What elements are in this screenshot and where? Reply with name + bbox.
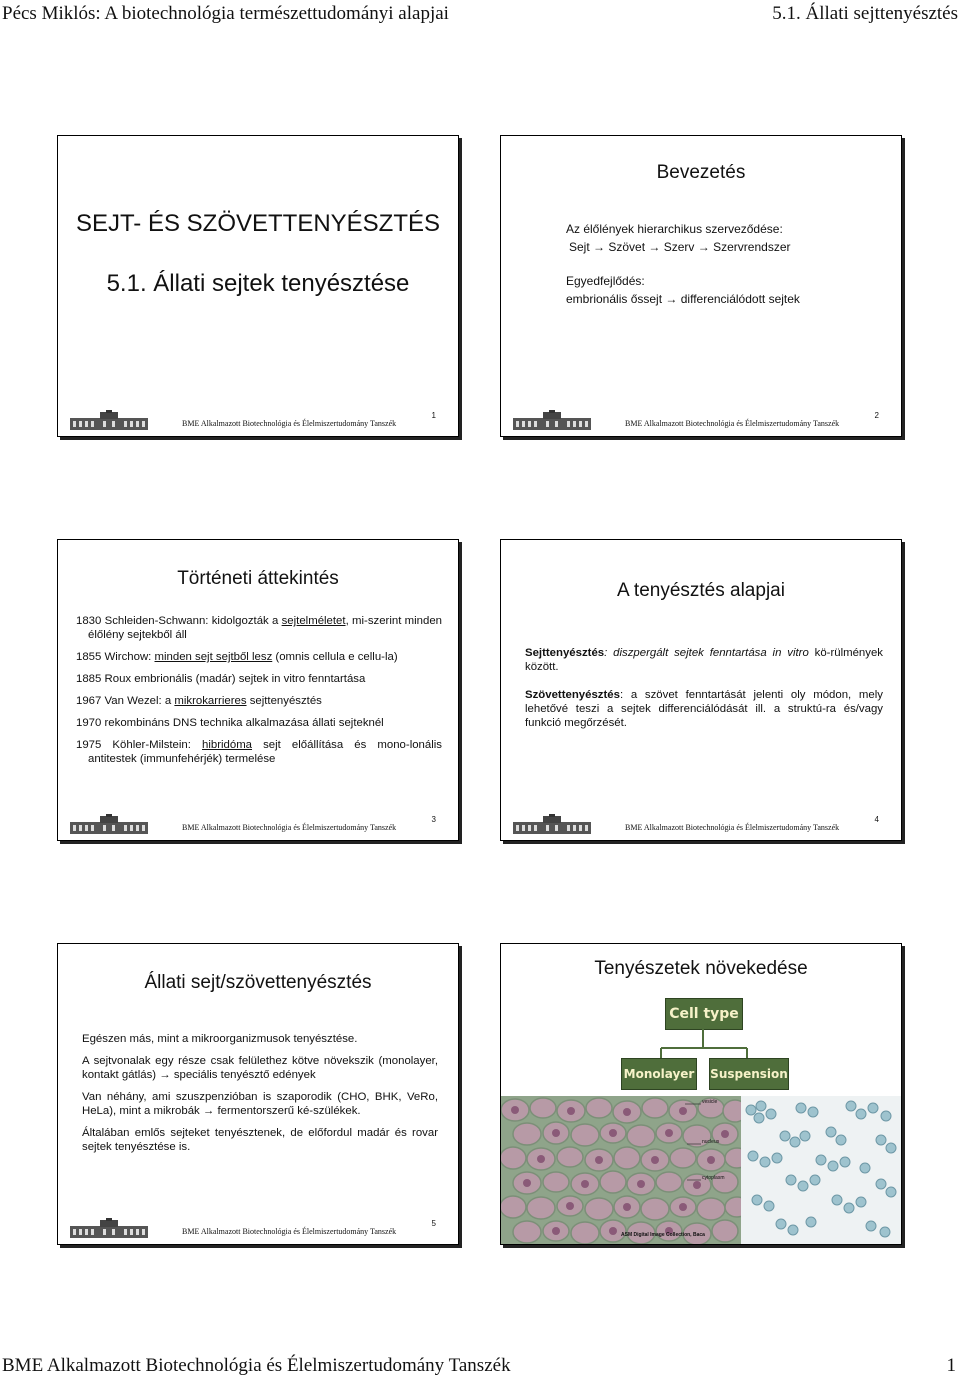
slide-number: 4 (874, 815, 879, 824)
suspension-micrograph (741, 1096, 901, 1244)
paragraph: Egészen más, mint a mikroorganizmusok tenyésztése. (82, 1033, 358, 1045)
slide-3 (57, 539, 459, 841)
chain-item: Szervrendszer (713, 240, 791, 254)
slide-2-title: Bevezetés (656, 162, 746, 183)
cell-type-box: Cell type (665, 998, 743, 1030)
chain-item: Szövet (608, 240, 646, 254)
slide-number: 5 (431, 1219, 436, 1228)
slide-2-body (566, 220, 886, 308)
label-nucleus: nucleus (702, 1139, 720, 1145)
page-number: 1 (946, 1355, 956, 1376)
right-arrow-icon: → (697, 240, 710, 254)
timeline-item: 1967 Van Wezel: a mikrokarrieres sejttenyésztés (76, 695, 322, 707)
chain-item: embrionális őssejt (566, 292, 663, 306)
right-arrow-icon: → (202, 1105, 215, 1117)
slide-6-title: Tenyészetek növekedése (594, 958, 808, 979)
university-building-logo (70, 1218, 148, 1238)
hierarchy-chain (566, 238, 886, 256)
paragraph: Van néhány, ami szuszpenzióban is szaporodik (CHO, BHK, VeRo, HeLa), mint a mikrobák → fermentorszerű ké-szülékek. (82, 1091, 438, 1117)
timeline-item: 1855 Wirchow: minden sejt sejtből lesz (omnis cellula e cellu-la) (76, 651, 398, 663)
monolayer-box: Monolayer (621, 1058, 697, 1090)
development-heading: Egyedfejlődés: (566, 274, 645, 288)
slide-footer (509, 408, 893, 432)
slide-footer-department: BME Alkalmazott Biotechnológia és Élelmiszertudomány Tanszék (625, 823, 840, 832)
slide-5 (57, 943, 459, 1245)
timeline-item: 1975 Köhler-Milstein: hibridóma sejt előállítása és mono-lonális antitestek (immunfehérjék) termelése (76, 739, 442, 765)
timeline-item: 1970 rekombináns DNS technika alkalmazása állati sejteknél (76, 717, 384, 729)
slide-1-title: SEJT- ÉS SZÖVETTENYÉSZTÉS (75, 210, 441, 237)
right-arrow-icon: → (648, 240, 661, 254)
slide-4-body (525, 646, 883, 738)
slide-3-title: Történeti áttekintés (177, 568, 339, 589)
university-building-logo (513, 814, 591, 834)
slide-3-body (76, 614, 442, 774)
label-vesicle: vesicle (702, 1099, 718, 1105)
slide-4 (500, 539, 902, 841)
slide-6 (500, 943, 902, 1245)
page-footer-department: BME Alkalmazott Biotechnológia és Élelmiszertudomány Tanszék (2, 1355, 511, 1376)
chain-item: Sejt (569, 240, 590, 254)
slide-1 (57, 135, 459, 437)
university-building-logo (70, 814, 148, 834)
timeline-item: 1830 Schleiden-Schwann: kidolgozták a sejtelméletet, mi-szerint minden élőlény sejtekből áll (76, 615, 442, 641)
slide-1-subtitle: 5.1. Állati sejtek tenyésztése (106, 270, 410, 297)
right-arrow-icon: → (159, 1069, 171, 1081)
slide-number: 2 (874, 411, 879, 420)
slide-footer-department: BME Alkalmazott Biotechnológia és Élelmiszertudomány Tanszék (625, 419, 840, 428)
page-header (0, 0, 960, 34)
slide-4-title: A tenyésztés alapjai (617, 580, 785, 601)
slide-footer (66, 1216, 450, 1240)
definition-cell-culture: Sejttenyésztés: diszpergált sejtek fenntartása in vitro kö-rülmények között. (525, 647, 883, 673)
paragraph: Általában emlős sejteket tenyésztenek, de előfordul madár és rovar sejtek tenyésztése is. (82, 1127, 438, 1153)
hierarchy-heading: Az élőlények hierarchikus szerveződése: (566, 222, 783, 236)
slide-footer (66, 812, 450, 836)
development-chain (566, 290, 886, 308)
slide-footer-department: BME Alkalmazott Biotechnológia és Élelmiszertudomány Tanszék (182, 419, 397, 428)
image-credit: ASM Digital Image Collection, Baca (621, 1232, 705, 1238)
slide-footer (509, 812, 893, 836)
monolayer-micrograph (501, 1096, 741, 1244)
page-header-title: Pécs Miklós: A biotechnológia természettudományi alapjai (2, 3, 449, 24)
page-header-section: 5.1. Állati sejttenyésztés (772, 3, 958, 24)
slide-footer-department: BME Alkalmazott Biotechnológia és Élelmiszertudomány Tanszék (182, 1227, 397, 1236)
right-arrow-icon: → (665, 292, 678, 306)
university-building-logo (513, 410, 591, 430)
right-arrow-icon: → (593, 240, 606, 254)
slide-footer-department: BME Alkalmazott Biotechnológia és Élelmiszertudomány Tanszék (182, 823, 397, 832)
timeline-item: 1885 Roux embrionális (madár) sejtek in vitro fenntartása (76, 673, 366, 685)
slide-number: 1 (431, 411, 436, 420)
page-footer (0, 1355, 960, 1383)
slide-footer (66, 408, 450, 432)
slide-5-body (82, 1032, 438, 1162)
slide-5-title: Állati sejt/szövettenyésztés (144, 972, 372, 993)
chain-item: differenciálódott sejtek (680, 292, 800, 306)
label-cytoplasm: cytoplasm (702, 1175, 725, 1181)
definition-tissue-culture: Szövettenyésztés: a szövet fenntartását jelenti oly módon, mely lehetővé teszi a sejtek differenciálódását ill. a struktú-ra és/vagy funkció megőrzését. (525, 689, 883, 729)
university-building-logo (70, 410, 148, 430)
suspension-box: Suspension (709, 1058, 789, 1090)
chain-item: Szerv (663, 240, 695, 254)
paragraph: A sejtvonalak egy része csak felülethez kötve növekszik (monolayer, kontakt gátlás) → speciális tenyésztő edények (82, 1055, 438, 1081)
slide-2 (500, 135, 902, 437)
slide-number: 3 (431, 815, 436, 824)
